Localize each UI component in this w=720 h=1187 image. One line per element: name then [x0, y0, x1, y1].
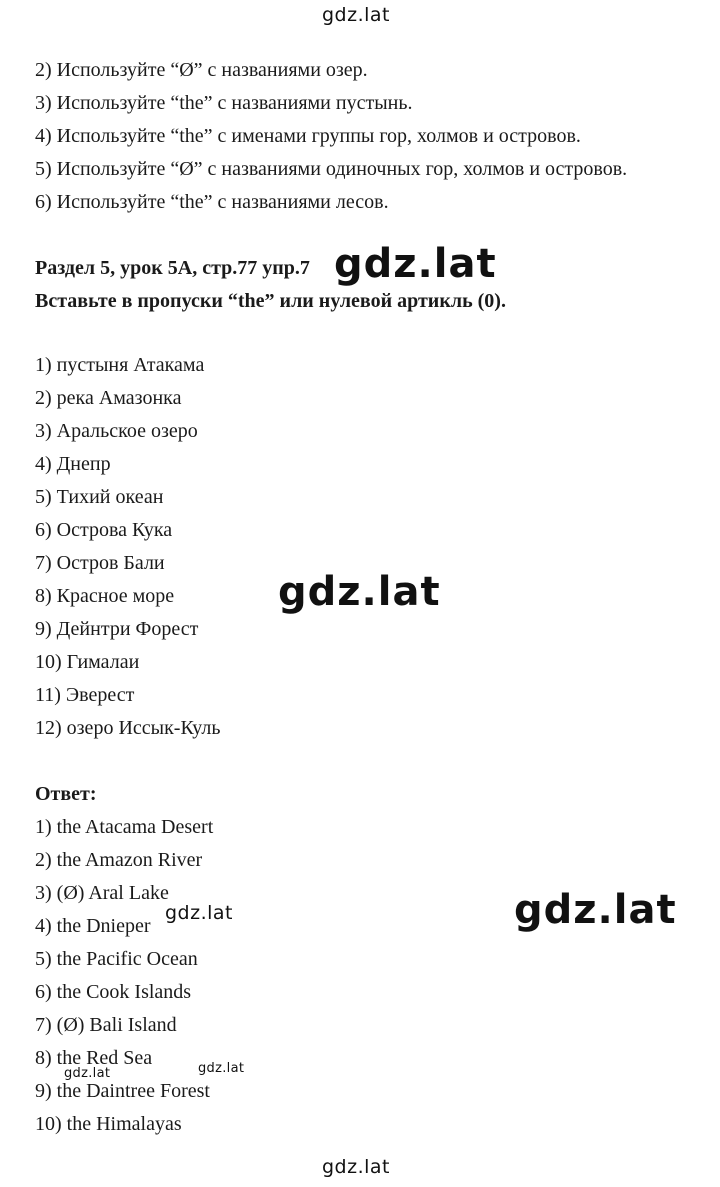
task-item: 3) Аральское озеро — [35, 420, 198, 442]
answer-item: 9) the Daintree Forest — [35, 1080, 210, 1102]
watermark-section: gdz.lat — [334, 241, 497, 287]
rule-item: 6) Используйте “the” с названиями лесов. — [35, 191, 389, 213]
task-item: 12) озеро Иссык-Куль — [35, 717, 221, 739]
answer-item: 6) the Cook Islands — [35, 981, 192, 1003]
task-item: 2) река Амазонка — [35, 387, 182, 409]
task-item: 9) Дейнтри Форест — [35, 618, 199, 640]
answer-item: 5) the Pacific Ocean — [35, 948, 198, 970]
task-item: 1) пустыня Атакама — [35, 354, 205, 376]
answer-item: 8) the Red Sea — [35, 1047, 153, 1069]
answer-heading: Ответ: — [35, 783, 97, 805]
answer-item: 7) (Ø) Bali Island — [35, 1014, 177, 1036]
section-instruction: Вставьте в пропуски “the” или нулевой артикль (0). — [35, 290, 506, 312]
task-item: 8) Красное море — [35, 585, 175, 607]
watermark-bottom: gdz.lat — [322, 1156, 391, 1178]
task-item: 4) Днепр — [35, 453, 111, 475]
watermark-tiny-left: gdz.lat — [64, 1066, 111, 1081]
rule-item: 5) Используйте “Ø” с названиями одиночных гор, холмов и островов. — [35, 158, 628, 180]
task-item: 6) Острова Кука — [35, 519, 173, 541]
watermark-tiny-right: gdz.lat — [198, 1061, 245, 1076]
answer-item: 1) the Atacama Desert — [35, 816, 214, 838]
watermark-inline: gdz.lat — [165, 902, 234, 924]
section-heading: Раздел 5, урок 5А, стр.77 упр.7 — [35, 257, 310, 279]
answer-item: 3) (Ø) Aral Lake — [35, 882, 169, 904]
task-item: 5) Тихий океан — [35, 486, 164, 508]
watermark-top: gdz.lat — [322, 4, 391, 26]
answer-item: 2) the Amazon River — [35, 849, 203, 871]
answer-item: 10) the Himalayas — [35, 1113, 182, 1135]
rule-item: 4) Используйте “the” с именами группы гор, холмов и островов. — [35, 125, 581, 147]
watermark-right: gdz.lat — [514, 887, 677, 933]
task-item: 11) Эверест — [35, 684, 135, 706]
task-item: 7) Остров Бали — [35, 552, 165, 574]
watermark-middle: gdz.lat — [278, 569, 441, 615]
answer-item: 4) the Dnieper — [35, 915, 151, 937]
rule-item: 3) Используйте “the” с названиями пустынь. — [35, 92, 413, 114]
task-item: 10) Гималаи — [35, 651, 140, 673]
rule-item: 2) Используйте “Ø” с названиями озер. — [35, 59, 368, 81]
